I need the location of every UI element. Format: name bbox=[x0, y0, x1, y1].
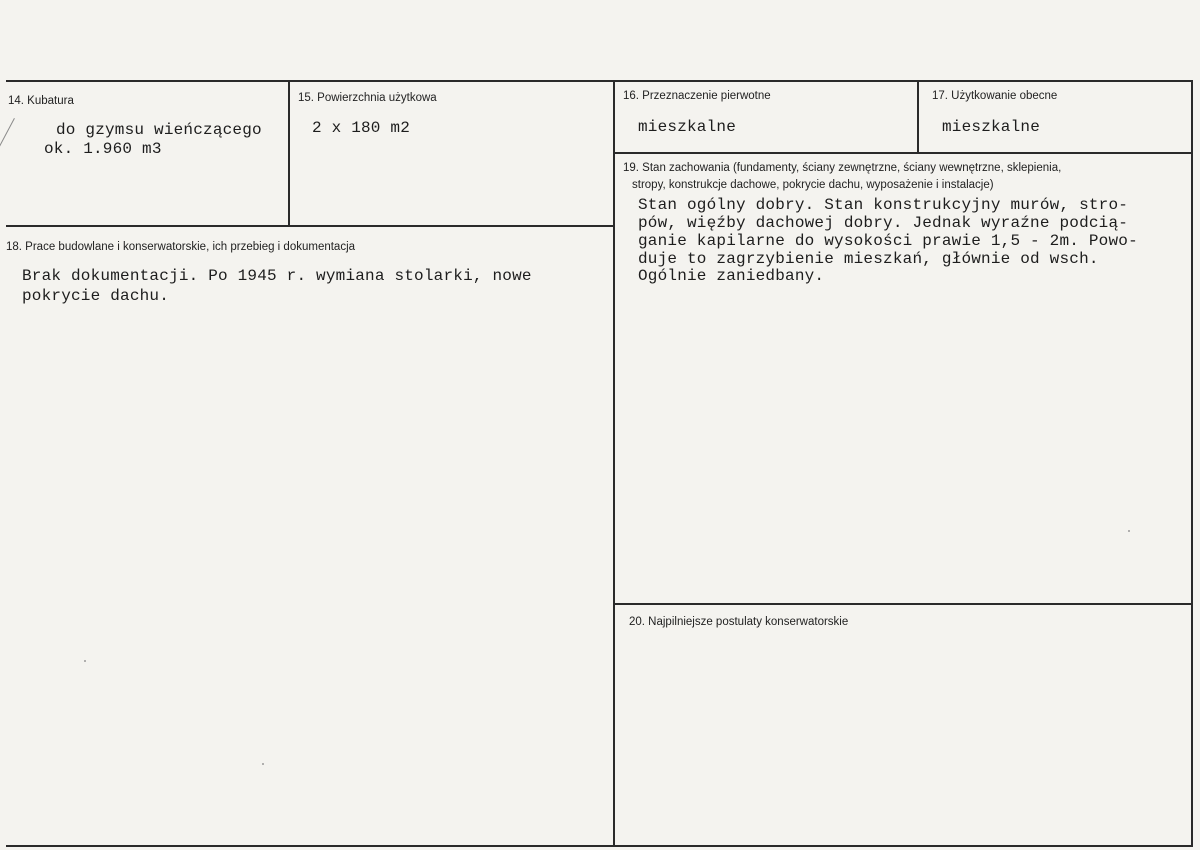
field-15-value: 2 x 180 m2 bbox=[312, 119, 411, 137]
field-19-line-3: ganie kapilarne do wysokości prawie 1,5 - 2m. Powo- bbox=[638, 232, 1138, 250]
field-20-label: 20. Najpilniejsze postulaty konserwatorskie bbox=[629, 616, 849, 628]
field-18-line-2: pokrycie dachu. bbox=[22, 287, 170, 305]
field-19-line-1: Stan ogólny dobry. Stan konstrukcyjny murów, stro- bbox=[638, 196, 1129, 214]
paper-fleck bbox=[1128, 530, 1130, 532]
right-border bbox=[1191, 80, 1193, 847]
bottom-border bbox=[6, 845, 1192, 847]
field-19-label-line-1: 19. Stan zachowania (fundamenty, ściany zewnętrzne, ściany wewnętrzne, sklepienia, bbox=[623, 162, 1062, 174]
field-18-line-1: Brak dokumentacji. Po 1945 r. wymiana stolarki, nowe bbox=[22, 267, 532, 285]
field-19-line-2: pów, więźby dachowej dobry. Jednak wyraźne podcią- bbox=[638, 214, 1129, 232]
field-19-line-4: duje to zagrzybienie mieszkań, głównie od wsch. bbox=[638, 250, 1099, 268]
row1-divider-left bbox=[6, 225, 615, 227]
field-19-line-5: Ogólnie zaniedbany. bbox=[638, 267, 825, 285]
field-16-value: mieszkalne bbox=[638, 118, 737, 136]
divider-16-17 bbox=[917, 80, 919, 153]
row1-divider-right bbox=[614, 152, 1192, 154]
field-14-line-1: do gzymsu wieńczącego bbox=[56, 121, 262, 139]
paper-scratch-mark bbox=[0, 118, 15, 154]
field-15-label: 15. Powierzchnia użytkowa bbox=[298, 92, 437, 104]
field-17-label: 17. Użytkowanie obecne bbox=[932, 90, 1058, 102]
top-border bbox=[6, 80, 1192, 82]
field-16-label: 16. Przeznaczenie pierwotne bbox=[623, 90, 771, 102]
field-19-label-line-2: stropy, konstrukcje dachowe, pokrycie dachu, wyposażenie i instalacje) bbox=[632, 179, 994, 191]
paper-fleck bbox=[262, 763, 264, 765]
field-14-line-2: ok. 1.960 m3 bbox=[44, 140, 162, 158]
field-14-label: 14. Kubatura bbox=[8, 95, 74, 107]
field-18-label: 18. Prace budowlane i konserwatorskie, ich przebieg i dokumentacja bbox=[6, 241, 356, 253]
field-17-value: mieszkalne bbox=[942, 118, 1041, 136]
paper-fleck bbox=[84, 660, 86, 662]
divider-14-15 bbox=[288, 80, 290, 226]
section-20-divider bbox=[614, 603, 1192, 605]
center-divider bbox=[613, 80, 615, 847]
